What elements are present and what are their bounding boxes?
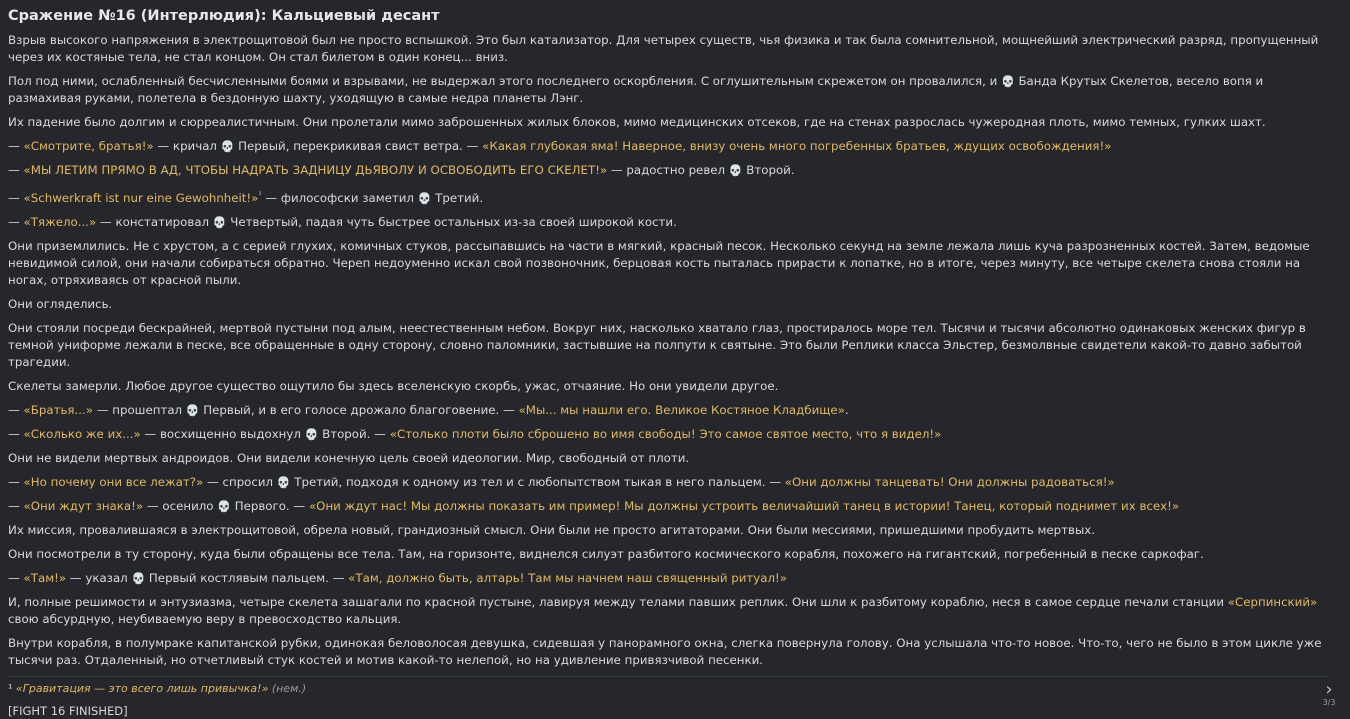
narration-text: Они стояли посреди бескрайней, мертвой пустыни под алым, неестественным небом. Вокруг них, насколько хватало глаз, простиралось море тел. Тысячи и тысячи абсолютно одинаковых женских фигур в темной униформе лежали в песке, все обращенные в одну сторону, словно паломники, застывшие на полпути к святыне. Это были Реплики класса Эльстер, безмолвные свидетели какой-то давно забытой трагедии.: [8, 320, 1306, 369]
narration-text: — кричал: [153, 139, 221, 153]
narration-text: Третий.: [431, 190, 484, 205]
narration-text: Первый, перекрикивая свист ветра. —: [234, 139, 483, 153]
story-paragraph: [8, 570, 1328, 587]
quote-text: «Там!»: [23, 570, 67, 585]
quote-text: «Какая глубокая яма! Наверное, внизу очень много погребенных братьев, ждущих освобождения!»: [482, 139, 1112, 153]
story-paragraph: [8, 426, 1328, 443]
narration-text: —: [8, 402, 24, 417]
footnote: [8, 681, 1328, 697]
narration-text: — восхищенно выдохнул: [140, 426, 305, 441]
story-paragraph: [8, 378, 1328, 395]
footnote-ref: ¹: [258, 190, 262, 199]
story-paragraph: [8, 402, 1328, 419]
story-paragraph: [8, 114, 1328, 131]
narration-text: — радостно ревел: [607, 163, 729, 177]
quote-text: «Мы... мы нашли его. Великое Костяное Кладбище»: [518, 402, 845, 417]
narration-text: Первый костлявым пальцем. —: [145, 570, 349, 585]
narration-text: Взрыв высокого напряжения в электрощитовой был не просто вспышкой. Это был катализатор. Для четырех существ, чья физика и так была сомнительной, мощнейший электрический разряд, пропущенный через их костяные тела, не стал концом. Он стал билетом в один конец... вниз.: [8, 33, 1319, 64]
narration-text: Они не видели мертвых андроидов. Они видели конечную цель своей идеологии. Мир, свободный от плоти.: [8, 450, 690, 465]
pager: [1318, 679, 1340, 708]
narration-text: Скелеты замерли. Любое другое существо ощутило бы здесь вселенскую скорбь, ужас, отчаяние. Но они увидели другое.: [8, 378, 779, 393]
narration-text: —: [8, 214, 24, 229]
narration-text: —: [8, 474, 24, 489]
footnote-divider: [8, 676, 1328, 677]
narration-text: — осенило: [143, 498, 218, 513]
narration-text: —: [8, 139, 24, 153]
narration-text: .: [844, 402, 849, 417]
narration-text: Они посмотрели в ту сторону, куда были обращены все тела. Там, на горизонте, виднелся силуэт разбитого космического корабля, похожего на гигантский, погребенный в песке саркофаг.: [8, 546, 1204, 561]
story-paragraph: [8, 296, 1328, 313]
narration-text: Пол под ними, ослабленный бесчисленными боями и взрывами, не выдержал этого последнего оскорбления. С оглушительным скрежетом он провалился, и: [8, 74, 1002, 88]
narration-text: Внутри корабля, в полумраке капитанской рубки, одинокая беловолосая девушка, сидевшая у панорамного окна, слегка повернула голову. Она услышала что-то новое. Что-то, чего не было в этом цикле уже тысячи раз. Отдаленный, но отчетливый стук костей и мотив какой-то нелепой, но на удивление привязчивой песенки.: [8, 635, 1322, 667]
story-paragraph: [8, 498, 1328, 515]
narration-text: Банда Крутых Скелетов, весело вопя и размахивая руками, полетела в бездонную шахту, уходящую в самые недра планеты Лэнг.: [8, 74, 1264, 105]
footnote-mark: ¹: [8, 681, 13, 695]
story-paragraph: [8, 32, 1328, 66]
narration-text: — констатировал: [96, 214, 213, 229]
narration-text: Первый, и в его голосе дрожало благоговение. —: [199, 402, 519, 417]
narration-text: Их падение было долгим и сюрреалистичным. Они пролетали мимо заброшенных жилых блоков, мимо медицинских отсеков, где на стенах разрослась чужеродная плоть, мимо темных, гулких шахт.: [8, 115, 1266, 129]
page-title: Сражение №16 (Интерлюдия): Кальциевый десант: [8, 8, 440, 24]
footnote-quote: «Гравитация — это всего лишь привычка!»: [15, 681, 269, 695]
skull-icon: 💀: [131, 571, 146, 585]
narration-text: И, полные решимости и энтузиазма, четыре скелета зашагали по красной пустыне, лавируя между телами павших реплик. Они шли к разбитому кораблю, неся в самое сердце печали станции: [8, 594, 1228, 609]
quote-text: «Schwerkraft ist nur eine Gewohnheit!»: [23, 190, 259, 205]
skull-icon: 💀: [1001, 75, 1015, 88]
story-paragraph: [8, 214, 1328, 231]
quote-text: «Они должны танцевать! Они должны радоваться!»: [784, 474, 1115, 489]
narration-text: —: [8, 190, 24, 205]
story-paragraph: [8, 635, 1328, 669]
narration-text: свою абсурдную, неубиваемую веру в превосходство кальция.: [8, 611, 402, 626]
story-paragraph: [8, 320, 1328, 371]
narration-text: — прошептал: [92, 402, 186, 417]
chevron-right-icon[interactable]: ›: [1325, 679, 1333, 700]
narration-text: —: [8, 426, 24, 441]
page-indicator: 3/3: [1322, 698, 1336, 707]
narration-text: Четвертый, падая чуть быстрее остальных из-за своей широкой кости.: [226, 214, 677, 229]
story-paragraph: [8, 73, 1328, 107]
skull-icon: 💀: [417, 191, 432, 205]
narration-text: Первого. —: [230, 498, 309, 513]
story-paragraph: [8, 522, 1328, 539]
narration-text: —: [8, 570, 24, 585]
quote-text: «Тяжело...»: [23, 214, 97, 229]
skull-icon: 💀: [276, 475, 291, 489]
story-paragraph: [8, 594, 1328, 628]
story-paragraph: [8, 450, 1328, 467]
skull-icon: 💀: [304, 427, 319, 441]
status-text: [FIGHT 16 FINISHED]: [8, 703, 128, 718]
narration-text: — философски заметил: [261, 190, 418, 205]
narration-text: Они приземлились. Не с хрустом, а с серией глухих, комичных стуков, рассыпавшись на части в мягкий, красный песок. Несколько секунд на земле лежала лишь куча разрозненных костей. Затем, ведомые невидимой силой, они начали собираться обратно. Череп недоуменно искал свой позвоночник, берцовая кость пыталась прирасти к лопатке, но в итоге, через минуту, все четыре скелета снова стояли на ногах, отряхиваясь от красной пыли.: [8, 238, 1310, 287]
footnote-lang: (нем.): [271, 681, 307, 695]
story-body: [8, 32, 1328, 669]
skull-icon: 💀: [217, 499, 231, 513]
quote-text: «Они ждут нас! Мы должны показать им пример! Мы должны устроить величайший танец в истории! Танец, который поднимет их всех!»: [308, 498, 1180, 513]
quote-text: «Сколько же их...»: [23, 426, 141, 441]
skull-icon: 💀: [185, 403, 200, 417]
narration-text: Второй. —: [318, 426, 390, 441]
story-paragraph: [8, 546, 1328, 563]
narration-text: Их миссия, провалившаяся в электрощитовой, обрела новый, грандиозный смысл. Они были не просто агитаторами. Они были мессиями, пришедшими пробудить мертвых.: [8, 522, 1096, 537]
story-paragraph: [8, 238, 1328, 289]
quote-text: «Смотрите, братья!»: [23, 139, 154, 153]
skull-icon: 💀: [220, 140, 235, 153]
quote-text: «Серпинский»: [1227, 594, 1318, 609]
skull-icon: 💀: [728, 164, 743, 177]
quote-text: «Столько плоти было сброшено во имя свободы! Это самое святое место, что я видел!»: [389, 426, 942, 441]
quote-text: «Братья...»: [23, 402, 93, 417]
narration-text: — указал: [66, 570, 132, 585]
quote-text: «Они ждут знака!»: [23, 498, 144, 513]
story-paragraph: [8, 138, 1328, 155]
narration-text: Они огляделись.: [8, 296, 113, 311]
story-paragraph: [8, 186, 1328, 207]
narration-text: — спросил: [203, 474, 277, 489]
quote-text: «МЫ ЛЕТИМ ПРЯМО В АД, ЧТОБЫ НАДРАТЬ ЗАДНИЦУ ДЬЯВОЛУ И ОСВОБОДИТЬ ЕГО СКЕЛЕТ!»: [23, 163, 608, 177]
narration-text: Третий, подходя к одному из тел и с любопытством тыкая в него пальцем. —: [290, 474, 785, 489]
quote-text: «Но почему они все лежат?»: [23, 474, 204, 489]
skull-icon: 💀: [212, 215, 227, 229]
quote-text: «Там, должно быть, алтарь! Там мы начнем наш священный ритуал!»: [348, 570, 788, 585]
story-paragraph: [8, 162, 1328, 179]
narration-text: Второй.: [742, 163, 795, 177]
story-paragraph: [8, 474, 1328, 491]
narration-text: —: [8, 498, 24, 513]
narration-text: —: [8, 163, 24, 177]
